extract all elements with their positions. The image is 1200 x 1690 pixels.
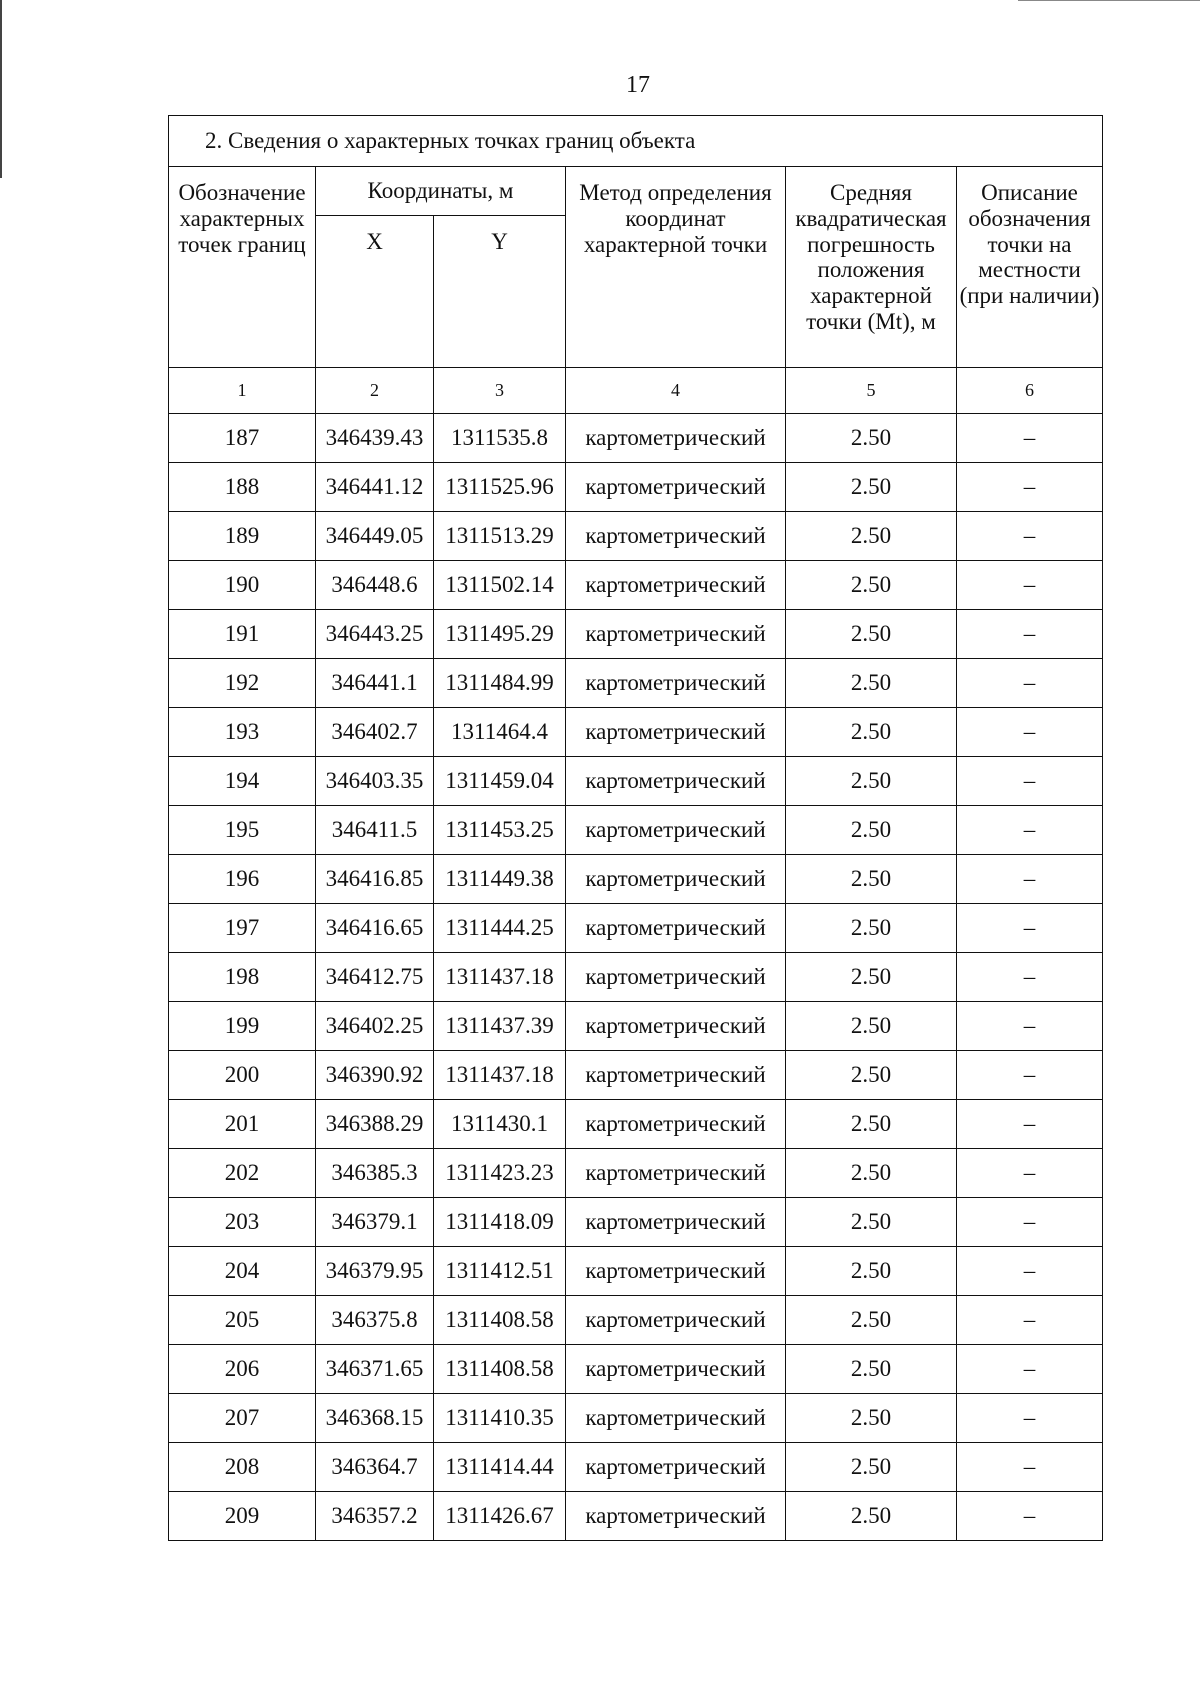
x-coordinate-cell: 346441.12 bbox=[316, 463, 434, 512]
point-number-cell: 201 bbox=[169, 1100, 316, 1149]
table-row bbox=[169, 1296, 1103, 1345]
error-cell: 2.50 bbox=[786, 1296, 957, 1345]
description-cell: – bbox=[957, 1198, 1103, 1247]
error-cell: 2.50 bbox=[786, 1247, 957, 1296]
table-row bbox=[169, 1149, 1103, 1198]
y-coordinate-cell: 1311423.23 bbox=[434, 1149, 566, 1198]
error-cell: 2.50 bbox=[786, 463, 957, 512]
table-row bbox=[169, 1100, 1103, 1149]
column-number: 5 bbox=[786, 368, 957, 414]
description-cell: – bbox=[957, 512, 1103, 561]
method-cell: картометрический bbox=[566, 1492, 786, 1541]
table-row bbox=[169, 953, 1103, 1002]
scan-top-line bbox=[1018, 0, 1200, 1]
table-row bbox=[169, 757, 1103, 806]
y-coordinate-cell: 1311513.29 bbox=[434, 512, 566, 561]
description-cell: – bbox=[957, 806, 1103, 855]
method-cell: картометрический bbox=[566, 610, 786, 659]
error-cell: 2.50 bbox=[786, 708, 957, 757]
error-cell: 2.50 bbox=[786, 1051, 957, 1100]
method-cell: картометрический bbox=[566, 1149, 786, 1198]
point-number-cell: 187 bbox=[169, 414, 316, 463]
y-coordinate-cell: 1311408.58 bbox=[434, 1345, 566, 1394]
error-cell: 2.50 bbox=[786, 414, 957, 463]
x-coordinate-cell: 346364.7 bbox=[316, 1443, 434, 1492]
point-number-cell: 189 bbox=[169, 512, 316, 561]
y-coordinate-cell: 1311464.4 bbox=[434, 708, 566, 757]
method-cell: картометрический bbox=[566, 659, 786, 708]
table-row bbox=[169, 1394, 1103, 1443]
error-cell: 2.50 bbox=[786, 1394, 957, 1443]
description-cell: – bbox=[957, 1100, 1103, 1149]
y-coordinate-cell: 1311410.35 bbox=[434, 1394, 566, 1443]
method-cell: картометрический bbox=[566, 561, 786, 610]
header-designation: Обозначение характерных точек границ bbox=[169, 167, 316, 368]
table-row bbox=[169, 904, 1103, 953]
point-number-cell: 204 bbox=[169, 1247, 316, 1296]
boundary-points-table bbox=[168, 115, 1103, 1541]
description-cell: – bbox=[957, 1345, 1103, 1394]
point-number-cell: 200 bbox=[169, 1051, 316, 1100]
y-coordinate-cell: 1311437.18 bbox=[434, 1051, 566, 1100]
x-coordinate-cell: 346388.29 bbox=[316, 1100, 434, 1149]
x-coordinate-cell: 346371.65 bbox=[316, 1345, 434, 1394]
x-coordinate-cell: 346368.15 bbox=[316, 1394, 434, 1443]
method-cell: картометрический bbox=[566, 1296, 786, 1345]
x-coordinate-cell: 346402.7 bbox=[316, 708, 434, 757]
method-cell: картометрический bbox=[566, 1345, 786, 1394]
table-row bbox=[169, 463, 1103, 512]
x-coordinate-cell: 346390.92 bbox=[316, 1051, 434, 1100]
point-number-cell: 191 bbox=[169, 610, 316, 659]
method-cell: картометрический bbox=[566, 414, 786, 463]
point-number-cell: 194 bbox=[169, 757, 316, 806]
error-cell: 2.50 bbox=[786, 659, 957, 708]
x-coordinate-cell: 346449.05 bbox=[316, 512, 434, 561]
y-coordinate-cell: 1311495.29 bbox=[434, 610, 566, 659]
point-number-cell: 207 bbox=[169, 1394, 316, 1443]
error-cell: 2.50 bbox=[786, 610, 957, 659]
column-number: 3 bbox=[434, 368, 566, 414]
column-number: 4 bbox=[566, 368, 786, 414]
method-cell: картометрический bbox=[566, 904, 786, 953]
point-number-cell: 195 bbox=[169, 806, 316, 855]
method-cell: картометрический bbox=[566, 1247, 786, 1296]
table-row bbox=[169, 1345, 1103, 1394]
table-row bbox=[169, 855, 1103, 904]
error-cell: 2.50 bbox=[786, 1492, 957, 1541]
error-cell: 2.50 bbox=[786, 1345, 957, 1394]
point-number-cell: 206 bbox=[169, 1345, 316, 1394]
y-coordinate-cell: 1311412.51 bbox=[434, 1247, 566, 1296]
column-number: 1 bbox=[169, 368, 316, 414]
point-number-cell: 197 bbox=[169, 904, 316, 953]
error-cell: 2.50 bbox=[786, 1002, 957, 1051]
table-row bbox=[169, 1443, 1103, 1492]
method-cell: картометрический bbox=[566, 1051, 786, 1100]
description-cell: – bbox=[957, 708, 1103, 757]
point-number-cell: 198 bbox=[169, 953, 316, 1002]
point-number-cell: 196 bbox=[169, 855, 316, 904]
x-coordinate-cell: 346448.6 bbox=[316, 561, 434, 610]
y-coordinate-cell: 1311437.39 bbox=[434, 1002, 566, 1051]
description-cell: – bbox=[957, 904, 1103, 953]
error-cell: 2.50 bbox=[786, 953, 957, 1002]
y-coordinate-cell: 1311444.25 bbox=[434, 904, 566, 953]
method-cell: картометрический bbox=[566, 1100, 786, 1149]
page-number: 17 bbox=[626, 72, 650, 98]
x-coordinate-cell: 346416.65 bbox=[316, 904, 434, 953]
description-cell: – bbox=[957, 1051, 1103, 1100]
x-coordinate-cell: 346379.95 bbox=[316, 1247, 434, 1296]
y-coordinate-cell: 1311430.1 bbox=[434, 1100, 566, 1149]
description-cell: – bbox=[957, 1149, 1103, 1198]
x-coordinate-cell: 346443.25 bbox=[316, 610, 434, 659]
error-cell: 2.50 bbox=[786, 904, 957, 953]
y-coordinate-cell: 1311449.38 bbox=[434, 855, 566, 904]
description-cell: – bbox=[957, 757, 1103, 806]
y-coordinate-cell: 1311459.04 bbox=[434, 757, 566, 806]
method-cell: картометрический bbox=[566, 463, 786, 512]
method-cell: картометрический bbox=[566, 1002, 786, 1051]
y-coordinate-cell: 1311418.09 bbox=[434, 1198, 566, 1247]
table-row bbox=[169, 512, 1103, 561]
table-row bbox=[169, 610, 1103, 659]
method-cell: картометрический bbox=[566, 1443, 786, 1492]
description-cell: – bbox=[957, 1247, 1103, 1296]
table-row bbox=[169, 1198, 1103, 1247]
table-row bbox=[169, 414, 1103, 463]
table-row bbox=[169, 561, 1103, 610]
y-coordinate-cell: 1311484.99 bbox=[434, 659, 566, 708]
description-cell: – bbox=[957, 1002, 1103, 1051]
y-coordinate-cell: 1311426.67 bbox=[434, 1492, 566, 1541]
point-number-cell: 209 bbox=[169, 1492, 316, 1541]
description-cell: – bbox=[957, 610, 1103, 659]
error-cell: 2.50 bbox=[786, 512, 957, 561]
x-coordinate-cell: 346375.8 bbox=[316, 1296, 434, 1345]
method-cell: картометрический bbox=[566, 1394, 786, 1443]
x-coordinate-cell: 346403.35 bbox=[316, 757, 434, 806]
y-coordinate-cell: 1311525.96 bbox=[434, 463, 566, 512]
point-number-cell: 192 bbox=[169, 659, 316, 708]
method-cell: картометрический bbox=[566, 1198, 786, 1247]
x-coordinate-cell: 346439.43 bbox=[316, 414, 434, 463]
error-cell: 2.50 bbox=[786, 561, 957, 610]
header-coordinates: Координаты, м bbox=[316, 167, 566, 216]
y-coordinate-cell: 1311414.44 bbox=[434, 1443, 566, 1492]
y-coordinate-cell: 1311535.8 bbox=[434, 414, 566, 463]
x-coordinate-cell: 346402.25 bbox=[316, 1002, 434, 1051]
error-cell: 2.50 bbox=[786, 1198, 957, 1247]
header-method: Метод определения координат характерной точки bbox=[566, 167, 786, 368]
table-row bbox=[169, 708, 1103, 757]
x-coordinate-cell: 346416.85 bbox=[316, 855, 434, 904]
error-cell: 2.50 bbox=[786, 855, 957, 904]
header-y: Y bbox=[434, 216, 566, 368]
error-cell: 2.50 bbox=[786, 757, 957, 806]
y-coordinate-cell: 1311502.14 bbox=[434, 561, 566, 610]
table-row bbox=[169, 1247, 1103, 1296]
point-number-cell: 188 bbox=[169, 463, 316, 512]
column-number: 6 bbox=[957, 368, 1103, 414]
header-description: Описание обозначения точки на местности (при наличии) bbox=[957, 167, 1103, 368]
x-coordinate-cell: 346379.1 bbox=[316, 1198, 434, 1247]
description-cell: – bbox=[957, 1394, 1103, 1443]
x-coordinate-cell: 346385.3 bbox=[316, 1149, 434, 1198]
method-cell: картометрический bbox=[566, 806, 786, 855]
table-row bbox=[169, 1051, 1103, 1100]
error-cell: 2.50 bbox=[786, 806, 957, 855]
section-title: 2. Сведения о характерных точках границ объекта bbox=[169, 116, 1103, 167]
method-cell: картометрический bbox=[566, 953, 786, 1002]
y-coordinate-cell: 1311408.58 bbox=[434, 1296, 566, 1345]
x-coordinate-cell: 346441.1 bbox=[316, 659, 434, 708]
table-row bbox=[169, 806, 1103, 855]
description-cell: – bbox=[957, 561, 1103, 610]
description-cell: – bbox=[957, 1443, 1103, 1492]
x-coordinate-cell: 346411.5 bbox=[316, 806, 434, 855]
header-x: X bbox=[316, 216, 434, 368]
header-error: Средняя квадратическая погрешность положения характерной точки (Mt), м bbox=[786, 167, 957, 368]
description-cell: – bbox=[957, 1296, 1103, 1345]
error-cell: 2.50 bbox=[786, 1149, 957, 1198]
point-number-cell: 205 bbox=[169, 1296, 316, 1345]
y-coordinate-cell: 1311437.18 bbox=[434, 953, 566, 1002]
point-number-cell: 203 bbox=[169, 1198, 316, 1247]
error-cell: 2.50 bbox=[786, 1100, 957, 1149]
point-number-cell: 202 bbox=[169, 1149, 316, 1198]
table-row bbox=[169, 659, 1103, 708]
method-cell: картометрический bbox=[566, 512, 786, 561]
description-cell: – bbox=[957, 659, 1103, 708]
description-cell: – bbox=[957, 463, 1103, 512]
description-cell: – bbox=[957, 855, 1103, 904]
x-coordinate-cell: 346412.75 bbox=[316, 953, 434, 1002]
x-coordinate-cell: 346357.2 bbox=[316, 1492, 434, 1541]
table-row bbox=[169, 1002, 1103, 1051]
method-cell: картометрический bbox=[566, 855, 786, 904]
description-cell: – bbox=[957, 953, 1103, 1002]
method-cell: картометрический bbox=[566, 708, 786, 757]
error-cell: 2.50 bbox=[786, 1443, 957, 1492]
description-cell: – bbox=[957, 414, 1103, 463]
point-number-cell: 190 bbox=[169, 561, 316, 610]
method-cell: картометрический bbox=[566, 757, 786, 806]
point-number-cell: 199 bbox=[169, 1002, 316, 1051]
description-cell: – bbox=[957, 1492, 1103, 1541]
table-row bbox=[169, 1492, 1103, 1541]
y-coordinate-cell: 1311453.25 bbox=[434, 806, 566, 855]
point-number-cell: 193 bbox=[169, 708, 316, 757]
column-number: 2 bbox=[316, 368, 434, 414]
point-number-cell: 208 bbox=[169, 1443, 316, 1492]
